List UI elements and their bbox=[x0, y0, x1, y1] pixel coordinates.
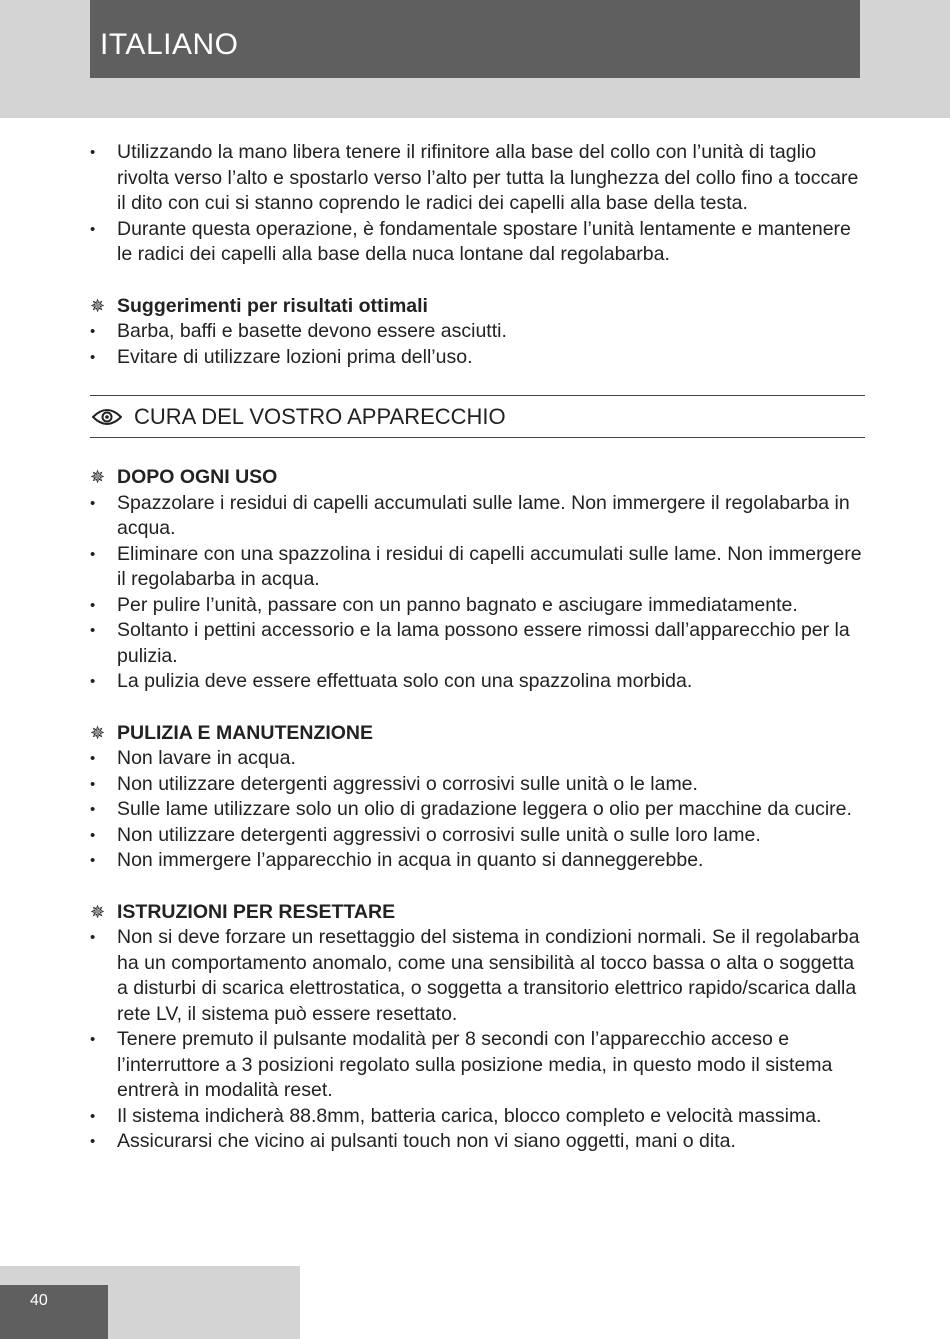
reset-heading bbox=[90, 900, 865, 926]
list-item: • Non lavare in acqua. bbox=[90, 746, 865, 772]
list-item: • Non utilizzare detergenti aggressivi o corrosivi sulle unità o sulle loro lame. bbox=[90, 823, 865, 849]
page-number: 40 bbox=[30, 1292, 48, 1309]
list-item: • Spazzolare i residui di capelli accumulati sulle lame. Non immergere il regolabarba in acqua. bbox=[90, 491, 865, 542]
language-bar bbox=[90, 0, 860, 78]
list-item: • La pulizia deve essere effettuata solo con una spazzolina morbida. bbox=[90, 669, 865, 695]
after-use-list bbox=[90, 491, 865, 695]
list-item: • Il sistema indicherà 88.8mm, batteria carica, blocco completo e velocità massima. bbox=[90, 1104, 865, 1130]
section-title: CURA DEL VOSTRO APPARECCHIO bbox=[134, 403, 506, 429]
list-item: • Soltanto i pettini accessorio e la lama possono essere rimossi dall’apparecchio per la pulizia. bbox=[90, 618, 865, 669]
list-item: • Tenere premuto il pulsante modalità per 8 secondi con l’apparecchio acceso e l’interruttore a 3 posizioni regolato sulla posizione media, in questo modo il sistema entrerà in modalità reset. bbox=[90, 1027, 865, 1104]
list-item: • Non utilizzare detergenti aggressivi o corrosivi sulle unità o le lame. bbox=[90, 772, 865, 798]
star-burst-icon: ✵ bbox=[90, 295, 106, 316]
star-burst-icon: ✵ bbox=[90, 901, 106, 922]
language-title: ITALIANO bbox=[100, 28, 239, 61]
list-item: • Evitare di utilizzare lozioni prima dell’uso. bbox=[90, 345, 865, 371]
list-item: • Assicurarsi che vicino ai pulsanti touch non vi siano oggetti, mani o dita. bbox=[90, 1129, 865, 1155]
tips-list bbox=[90, 319, 865, 370]
section-header bbox=[90, 395, 865, 438]
eye-icon bbox=[92, 408, 122, 426]
after-use-title: DOPO OGNI USO bbox=[117, 466, 278, 488]
list-item: • Utilizzando la mano libera tenere il rifinitore alla base del collo con l’unità di taglio rivolta verso l’alto e spostarlo verso l’alto per tutta la lunghezza del collo fino a toccare il dito con cui si stanno coprendo le radici dei capelli alla base della testa. bbox=[90, 140, 865, 217]
star-burst-icon: ✵ bbox=[90, 722, 106, 743]
reset-list bbox=[90, 925, 865, 1155]
list-item: • Durante questa operazione, è fondamentale spostare l’unità lentamente e mantenere le radici dei capelli alla base della nuca lontane dal regolabarba. bbox=[90, 217, 865, 268]
list-item: • Eliminare con una spazzolina i residui di capelli accumulati sulle lame. Non immergere il regolabarba in acqua. bbox=[90, 542, 865, 593]
intro-list bbox=[90, 140, 865, 268]
reset-title: ISTRUZIONI PER RESETTARE bbox=[117, 900, 396, 923]
cleaning-list bbox=[90, 746, 865, 874]
page-number-box bbox=[0, 1285, 108, 1339]
list-item: • Per pulire l’unità, passare con un panno bagnato e asciugare immediatamente. bbox=[90, 593, 865, 619]
list-item: • Barba, baffi e basette devono essere asciutti. bbox=[90, 319, 865, 345]
list-item: • Sulle lame utilizzare solo un olio di gradazione leggera o olio per macchine da cucire. bbox=[90, 797, 865, 823]
list-item: • Non si deve forzare un resettaggio del sistema in condizioni normali. Se il regolabarba ha un comportamento anomalo, come una sensibilità al tocco bassa o alta o soggetta a disturbi di scarica elettrostatica, o soggetta a transitorio elettrico rapido/scarica dalla rete LV, il sistema può essere resettato. bbox=[90, 925, 865, 1027]
tips-title: Suggerimenti per risultati ottimali bbox=[117, 294, 428, 317]
cleaning-title: PULIZIA E MANUTENZIONE bbox=[117, 721, 374, 744]
cleaning-heading bbox=[90, 721, 865, 747]
page-content bbox=[90, 140, 865, 1155]
list-item: • Non immergere l’apparecchio in acqua in quanto si danneggerebbe. bbox=[90, 848, 865, 874]
tips-heading bbox=[90, 294, 865, 320]
after-use-heading bbox=[90, 465, 865, 491]
star-burst-icon: ✵ bbox=[90, 467, 106, 487]
